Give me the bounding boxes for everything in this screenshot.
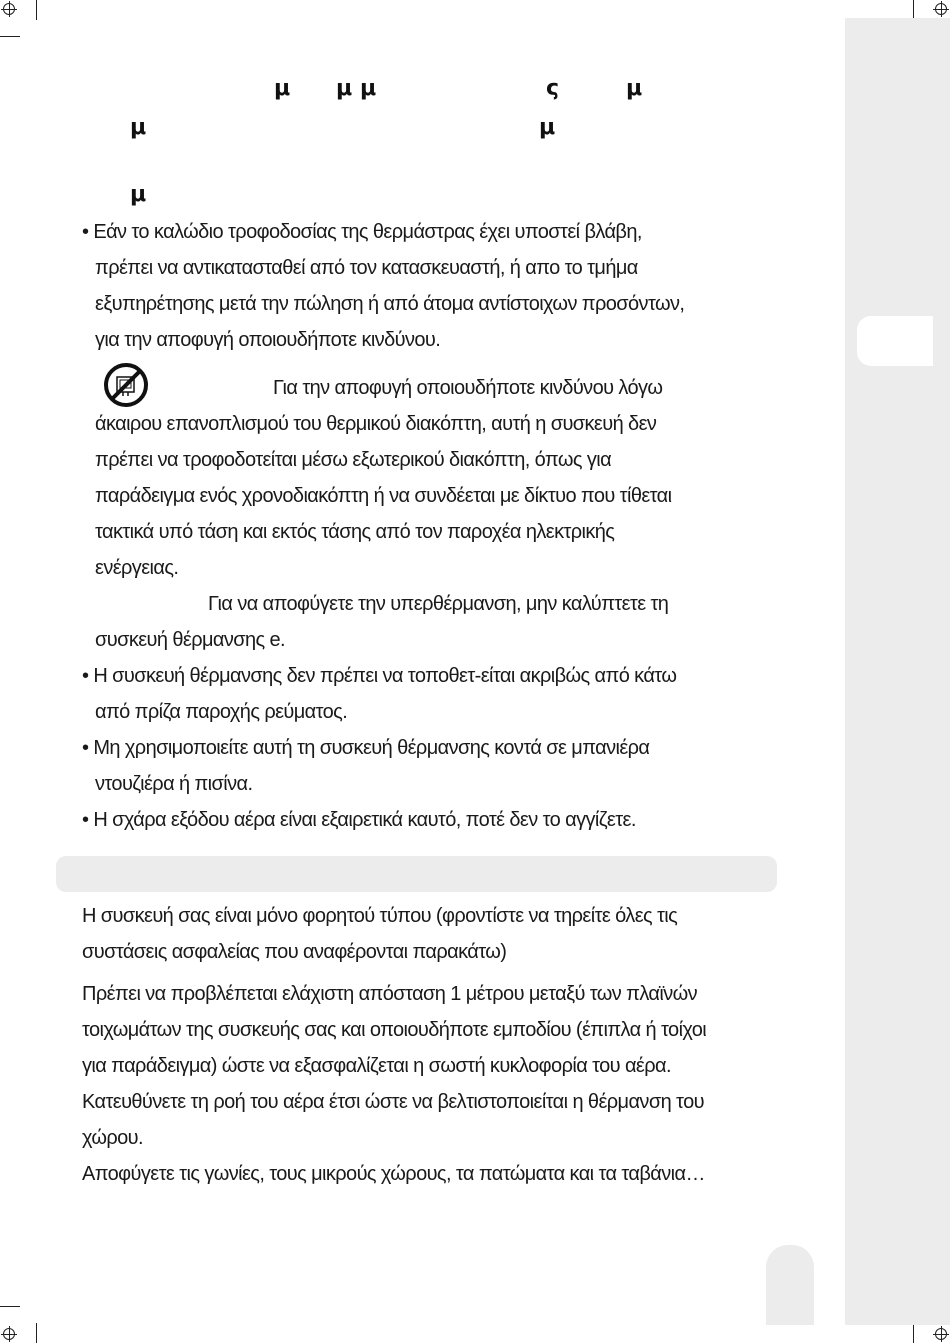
portable-type-note (82, 898, 782, 970)
header-glyph: μ (274, 76, 291, 101)
power-cord-warning (82, 214, 782, 358)
header-glyph: μ (360, 76, 377, 101)
text-line: • Η συσκευή θέρμανσης δεν πρέπει να τοποθετ-είται ακριβώς από κάτω (82, 665, 677, 687)
header-glyph: μ (539, 115, 556, 140)
header-glyph: μ (626, 76, 643, 101)
text-line: ντουζιέρα ή πισίνα. (95, 773, 253, 795)
text-line: για την αποφυγή οποιουδήποτε κινδύνου. (95, 329, 441, 351)
header-glyph: ς (546, 76, 560, 101)
text-line: πρέπει να αντικατασταθεί από τον κατασκευαστή, ή απο το τμήμα (95, 257, 638, 279)
bathroom-warning (82, 730, 782, 802)
overheat-warning (82, 586, 782, 658)
text-line: τοιχωμάτων της συσκευής σας και οποιουδήποτε εμποδίου (έπιπλα ή τοίχοι (82, 1019, 707, 1041)
text-line: Αποφύγετε τις γωνίες, τους μικρούς χώρους, τα πατώματα και τα ταβάνια… (82, 1163, 705, 1185)
grille-warning (82, 802, 782, 838)
text-line: παράδειγμα ενός χρονοδιακόπτη ή να συνδέεται με δίκτυο που τίθεται (95, 485, 672, 507)
text-line: ενέργειας. (95, 557, 179, 579)
text-line: Η συσκευή σας είναι μόνο φορητού τύπου (φροντίστε να τηρείτε όλες τις (82, 905, 678, 927)
side-margin-band (845, 18, 950, 1325)
placement-instructions (82, 976, 782, 1192)
text-line: συσκευή θέρμανσης e. (95, 629, 286, 651)
text-line: Για την αποφυγή οποιουδήποτε κινδύνου λόγω (273, 377, 663, 399)
chapter-tab (857, 316, 933, 366)
text-line: Κατευθύνετε τη ροή του αέρα έτσι ώστε να βελτιστοποιείται η θέρμανση του (82, 1091, 704, 1113)
socket-warning (82, 658, 782, 730)
header-glyph: μ (336, 76, 353, 101)
text-line: • Εάν το καλώδιο τροφοδοσίας της θερμάστρας έχει υποστεί βλάβη, (82, 221, 642, 243)
text-line: τακτικά υπό τάση και εκτός τάσης από τον παροχέα ηλεκτρικής (95, 521, 615, 543)
text-line: χώρου. (82, 1127, 143, 1149)
timer-warning (82, 370, 782, 586)
text-line: από πρίζα παροχής ρεύματος. (95, 701, 348, 723)
text-line: εξυπηρέτησης μετά την πώληση ή από άτομα αντίστοιχων προσόντων, (95, 293, 685, 315)
header-glyph: μ (130, 182, 147, 207)
text-line: άκαιρου επανοπλισμού του θερμικού διακόπτη, αυτή η συσκευή δεν (95, 413, 657, 435)
text-line: συστάσεις ασφαλείας που αναφέρονται παρακάτω) (82, 941, 507, 963)
text-line: Για να αποφύγετε την υπερθέρμανση, μην καλύπτετε τη (208, 593, 669, 615)
text-line: Πρέπει να προβλέπεται ελάχιστη απόσταση 1 μέτρου μεταξύ των πλαϊνών (82, 983, 698, 1005)
page-number-tab (766, 1245, 814, 1325)
text-line: πρέπει να τροφοδοτείται μέσω εξωτερικού διακόπτη, όπως για (95, 449, 612, 471)
section-heading-bar (56, 856, 777, 892)
header-glyph: μ (130, 115, 147, 140)
text-line: • Η σχάρα εξόδου αέρα είναι εξαιρετικά καυτό, ποτέ δεν το αγγίζετε. (82, 809, 636, 831)
text-line: για παράδειγμα) ώστε να εξασφαλίζεται η σωστή κυκλοφορία του αέρα. (82, 1055, 671, 1077)
text-line: • Μη χρησιμοποιείτε αυτή τη συσκευή θέρμανσης κοντά σε μπανιέρα (82, 737, 650, 759)
